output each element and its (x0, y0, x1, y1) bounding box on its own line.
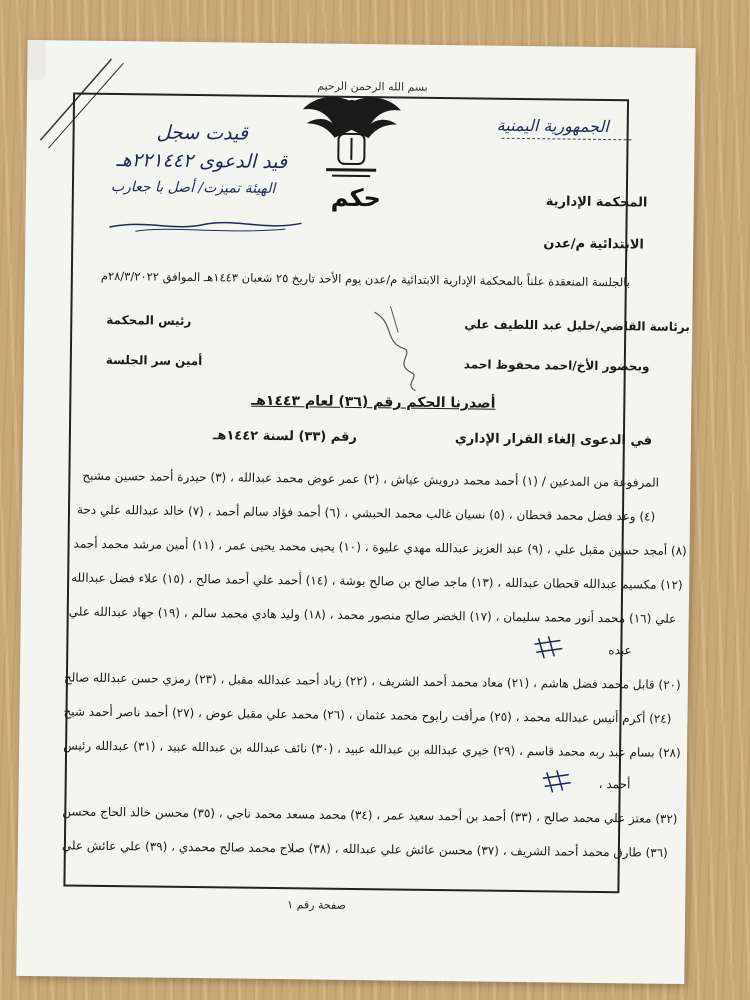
handwritten-note-1: قيدت سجل (156, 121, 249, 145)
plaintiffs-line-10: أحمد ، (598, 776, 631, 792)
judge-role: رئيس المحكمة (106, 312, 192, 328)
yemen-eagle-emblem (296, 83, 407, 194)
hash-mark-1 (530, 632, 570, 662)
clerk-line: وبحضور الأخ/احمد محفوظ احمد (463, 357, 650, 374)
document-page (16, 40, 695, 984)
clerk-role: أمين سر الجلسة (105, 352, 203, 369)
plaintiffs-line-7: (٢٠) قابل محمد فضل هاشم ، (٢١) معاد محمد أحمد الشريف ، (٢٢) زياد أحمد عبدالله مقبل ، (٢٣) رمزي حسن عبدالله صالح (63, 670, 681, 692)
handwritten-scribble (105, 211, 305, 239)
case-subject: في الدعوى إلغاء القرار الإداري (454, 431, 653, 449)
handwritten-note-2: قيد الدعوى ٢٢١٤٤٢هـ (116, 149, 288, 174)
plaintiffs-line-4: (١٢) مكسيم عبدالله قحطان عبدالله ، (١٣) ماجد صالح بن صالح بوشة ، (١٤) أحمد علي أحمد صالح ، (١٥) علاء فضل عبدالله (71, 570, 683, 592)
plaintiffs-line-1: المرفوعة من المدعين / (١) أحمد محمد درويش عياش ، (٢) عمر عوض محمد عبدالله ، (٣) حيدرة أحمد حسين مشبح (82, 468, 660, 490)
plaintiffs-line-2: (٤) وعد فضل محمد قحطان ، (٥) نسيان غالب محمد الحبشي ، (٦) أحمد فؤاد سالم أحمد ، (٧) خالد عبدالله علي دحة (76, 502, 656, 524)
signature-mark (353, 302, 434, 393)
plaintiffs-line-12: (٣٦) طارق محمد أحمد الشريف ، (٣٧) محسن عائش علي عبدالله ، (٣٨) صلاح محمد صالح محمدي ، (٣٩) علي عائش علي (61, 838, 668, 860)
plaintiffs-line-11: (٣٢) معتز علي محمد صالح ، (٣٣) أحمد بن أحمد سعيد عمر ، (٣٤) محمد مسعد محمد ناجي ، (٣٥) محسن خالد الحاج محسن (62, 804, 678, 826)
republic-header: الجمهورية اليمنية (496, 115, 609, 137)
handwritten-note-3: الهيئة تميزت/ أصل با جعارب (110, 178, 276, 197)
document-title: حكم (330, 183, 382, 213)
plaintiffs-line-9: (٢٨) بسام عبد ربه محمد قاسم ، (٢٩) خيري عبدالله بن عبدالله عبيد ، (٣٠) نائف عبدالله بن عبدالله عبيد ، (٣١) عبدالله رئيس (63, 738, 681, 760)
plaintiffs-line-6: عبده (608, 643, 632, 658)
court-name: المحكمة الإدارية (545, 194, 648, 211)
basmala: بسم الله الرحمن الرحيم (317, 79, 428, 94)
session-opening: بالجلسة المنعقدة علناً بالمحكمة الإدارية الابتدائية م/عدن يوم الأحد تاريخ ٢٥ شعبان ١٤٤٣هـ الموافق ٢٨/٣/٢٠٢٢م (100, 268, 630, 290)
plaintiffs-line-3: (٨) أمجد حسين مقبل علي ، (٩) عبد العزيز عبدالله مهدي عليوة ، (١٠) يحيى محمد يحيى عمر ، (١١) أمين مرشد محمد أحمد (73, 536, 687, 559)
court-branch: الابتدائية م/عدن (543, 236, 645, 253)
plaintiffs-line-5: علي (١٦) محمد أنور محمد سليمان ، (١٧) الخضر صالح منصور محمد ، (١٨) وليد هادي محمد سالم ، (١٩) جهاد عبدالله علي (68, 604, 677, 626)
hash-mark-2 (539, 766, 579, 796)
page-number: صفحة رقم ١ (287, 898, 346, 912)
judge-line: برئاسة القاضي/خليل عبد اللطيف علي (464, 317, 690, 335)
plaintiffs-line-8: (٢٤) أكرم أنيس عبدالله محمد ، (٢٥) مرأفت رايوح محمد عثمان ، (٢٦) محمد علي مقبل عوض ، (٢٧) أحمد ناصر أحمد شيخ (63, 704, 672, 726)
case-number: رقم (٣٣) لسنة ١٤٤٢هـ (212, 428, 358, 446)
ruling-number: أصدرنا الحكم رقم (٣٦) لعام ١٤٤٣هـ (251, 392, 496, 412)
